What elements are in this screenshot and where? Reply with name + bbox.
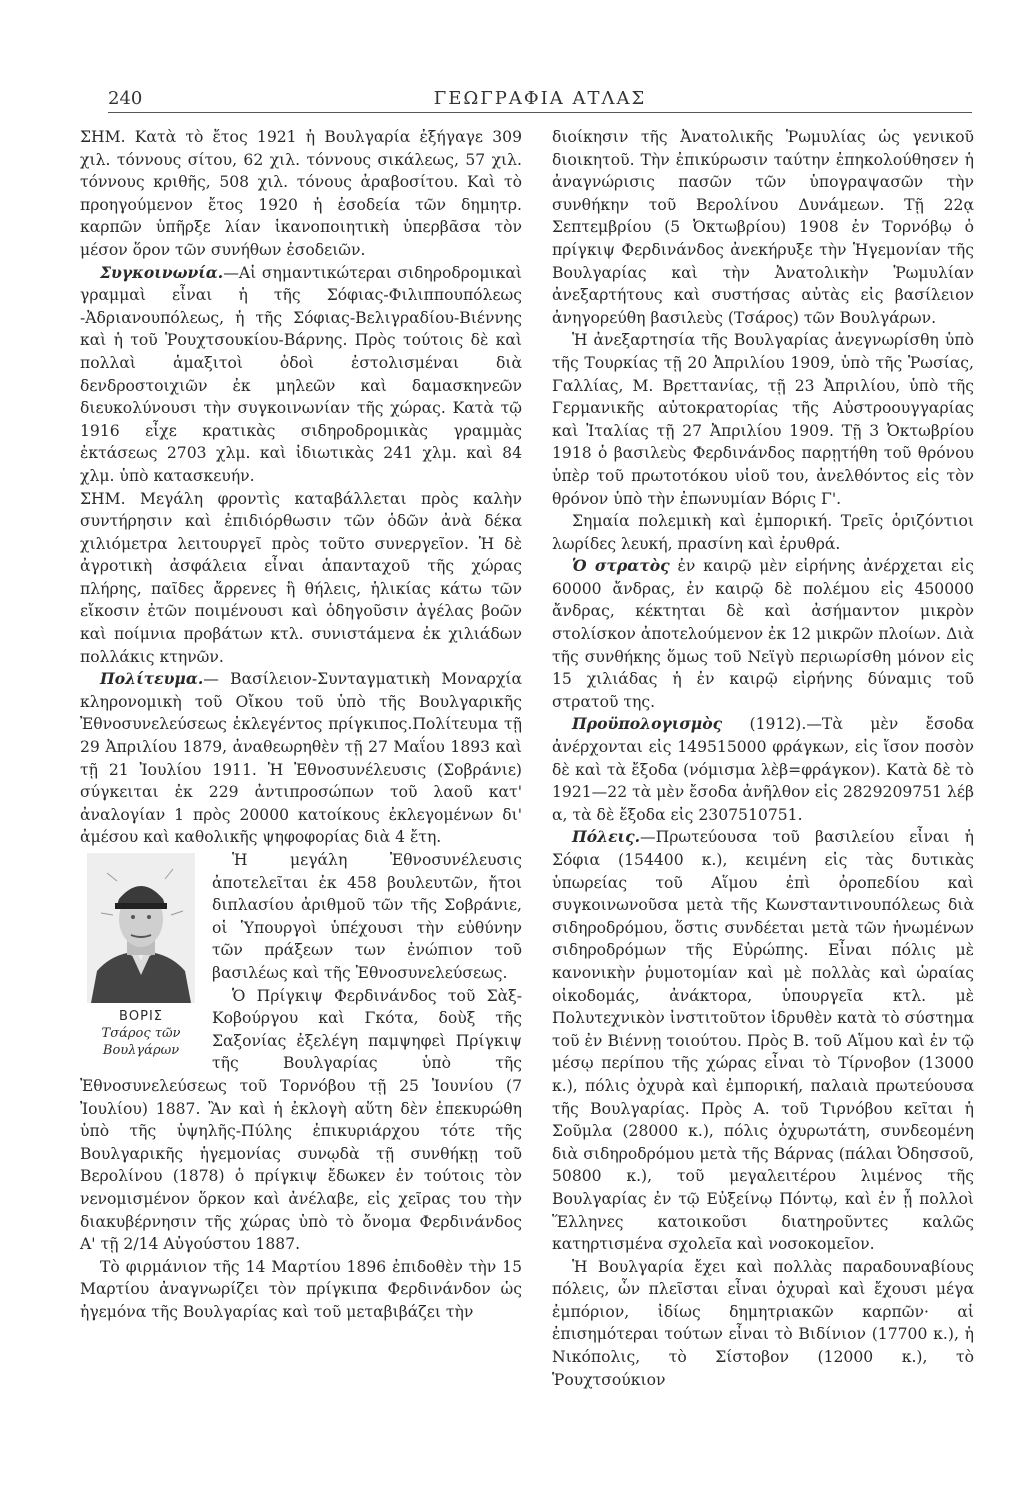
portrait-caption-name: ΒΟΡΙΣ (118, 1009, 164, 1024)
portrait-figure (80, 853, 202, 1059)
note-grain-exports: ΣΗΜ. Κατὰ τὸ ἔτος 1921 ἡ Βουλγαρία ἐξήγαγε 309 χιλ. τόννους σίτου, 62 χιλ. τόννους σικάλεως, 57 χιλ. τόννους κριθῆς, 508 χιλ. τόνους ἀραβοσίτου. Καὶ τὸ προηγούμενον ἔτος 1920 ἡ ἐσοδεία τῶν δημητρ. καρπῶν ὑπῆρξε λίαν ἱκανοποιητικὴ ὑπερβᾶσα τὸν μέσον ὅρον τῶν συνήθων ἐσοδειῶν. (80, 128, 522, 259)
section-heading-polity: Πολίτευμα. (100, 669, 204, 689)
paragraph-communication (80, 262, 522, 488)
section-heading-cities: Πόλεις. (572, 827, 641, 847)
running-title: ΓΕΩΓΡΑΦΙΑ ΑΤΛΑΣ (433, 88, 647, 109)
portrait-engraving (87, 853, 195, 1003)
portrait-caption-subtitle: Τσάρος τῶν Βουλγάρων (101, 1026, 181, 1058)
paragraph-communication-text: —Αἱ σημαντικώτεραι σιδηροδρομικαὶ γραμμαὶ εἶναι ἡ τῆς Σόφιας-Φιλιππουπόλεως -Ἀδριανουπόλεως, ἡ τῆς Σόφιας-Βελιγραδίου-Βιέννης καὶ ἡ τοῦ Ῥουχτσουκίου-Βάρνης. Πρὸς τούτοις δὲ καὶ πολλαὶ ἁμαξιτοὶ ὁδοὶ ἐστολισμέναι διὰ δενδροστοιχιῶν ἐκ μηλεῶν καὶ δαμασκηνεῶν διευκολύνουσι τὴν συγκοινωνίαν τῆς χώρας. Κατὰ τῷ 1916 εἶχε κρατικὰς σιδηροδρομικὰς γραμμὰς ἐκτάσεως 2703 χλμ. καὶ ἰδιωτικὰς 241 χλμ. καὶ 84 χλμ. ὑπὸ κατασκευήν. (80, 263, 522, 485)
paragraph-budget-text: (1912).—Τὰ μὲν ἔσοδα ἀνέρχονται εἰς 149515000 φράγκων, εἰς ἴσον ποσὸν δὲ καὶ τὰ ἔξοδα (νόμισμα λὲβ=φράγκον). Κατὰ δὲ τὸ 1921—22 τὰ μὲν ἔσοδα ἀνῆλθον εἰς 2829209751 λέβ α, τὰ δὲ ἔξοδα εἰς 2307510751. (552, 715, 974, 824)
section-heading-communication: Συγκοινωνία. (100, 262, 224, 282)
section-heading-budget: Προϋπολογισμὸς (572, 714, 723, 734)
paragraph-army-text: ἐν καιρῷ μὲν εἰρήνης ἀνέρχεται εἰς 60000 ἄνδρας, ἐν καιρῷ δὲ πολέμου εἰς 450000 ἄνδρας, κέκτηται δὲ καὶ ἀσήμαντον μικρὸν στολίσκον ἀποτελούμενον ἐκ 12 μικρῶν πλοίων. Διὰ τῆς συνθήκης ὅμως τοῦ Νεϊγὺ περιωρίσθη μόνον εἰς 15 χιλιάδας ἡ ἐν καιρῷ εἰρήνης δύναμις τοῦ στρατοῦ της. (552, 557, 974, 711)
paragraph-danube-cities: Ἡ Βουλγαρία ἔχει καὶ πολλὰς παραδουναβίους πόλεις, ὧν πλεῖσται εἶναι ὀχυραὶ καὶ ἔχουσι μέγα ἐμπόριον, ἰδίως δημητριακῶν καρπῶν· αἱ ἐπισημότεραι τούτων εἶναι τὸ Βιδίνιον (17700 κ.), ἡ Νικόπολις, τὸ Σίστοβον (12000 κ.), τὸ Ῥουχτσούκιον (552, 1257, 974, 1389)
paragraph-rumelia: διοίκησιν τῆς Ἀνατολικῆς Ῥωμυλίας ὡς γενικοῦ διοικητοῦ. Τὴν ἐπικύρωσιν ταύτην ἐπηκολούθησεν ἡ ἀναγνώρισις πασῶν τῶν ὑπογραψασῶν τὴν συνθήκην τοῦ Βερολίνου Δυνάμεων. Τῇ 22ᾳ Σεπτεμβρίου (5 Ὀκτωβρίου) 1908 ἐν Τορνόβῳ ὁ πρίγκιψ Φερδινάνδος ἀνεκήρυξε τὴν Ἡγεμονίαν τῆς Βουλγαρίας καὶ τὴν Ἀνατολικὴν Ῥωμυλίαν ἀνεξαρτήτους καὶ συστήσας αὐτὰς εἰς βασίλειον ἀνηγορεύθη βασιλεὺς (Τσάρος) τῶν Βουλγάρων. (552, 128, 974, 327)
paragraph-cities-text: —Πρωτεύουσα τοῦ βασιλείου εἶναι ἡ Σόφια (154400 κ.), κειμένη εἰς τὰς δυτικὰς ὑπωρείας τοῦ Αἵμου ἐπὶ ὀροπεδίου καὶ συγκοινωνοῦσα μετὰ τῆς Κωνσταντινουπόλεως διὰ σιδηροδρόμου, ὅστις συνδέεται μετὰ τῶν ἡνωμένων σιδηροδρόμων τῆς Εὐρώπης. Εἶναι πόλις μὲ κανονικὴν ῥυμοτομίαν καὶ μὲ πολλὰς καὶ ὡραίας οἰκοδομάς, ἀνάκτορα, ὑπουργεῖα κτλ. μὲ Πολυτεχνικὸν ἰνστιτοῦτον ἱδρυθὲν κατὰ τὸ σύστημα τοῦ ἐν Βιέννῃ τοιούτου. Πρὸς Β. τοῦ Αἵμου καὶ ἐν τῷ μέσῳ περίπου τῆς χώρας εἶναι τὸ Τίρνοβον (13000 κ.), πόλις ὀχυρὰ καὶ ἐμπορική, παλαιὰ πρωτεύουσα τῆς Βουλγαρίας. Πρὸς Α. τοῦ Τιρνόβου κεῖται ἡ Σοῦμλα (28000 κ.), πόλις ὀχυρωτάτη, συνδεομένη διὰ σιδηροδρόμου μετὰ τῆς Βάρνας (πάλαι Ὀδησσοῦ, 50800 κ.), τοῦ μεγαλειτέρου λιμένος τῆς Βουλγαρίας ἐν τῷ Εὐξείνῳ Πόντῳ, καὶ ἐν ᾗ πολλοὶ Ἕλληνες κατοικοῦσι διατηροῦντες καλῶς κατηρτισμένα σχολεῖα καὶ νοσοκομεῖον. (552, 828, 974, 1254)
page-number: 240 (108, 88, 143, 109)
paragraph-firman: Τὸ φιρμάνιον τῆς 14 Μαρτίου 1896 ἐπιδοθὲν τὴν 15 Μαρτίου ἀναγνωρίζει τὸν πρίγκιπα Φερδινάνδον ὡς ἡγεμόνα τῆς Βουλγαρίας καὶ τοῦ μεταβιβάζει τὴν (80, 1257, 522, 1321)
paragraph-independence: Ἡ ἀνεξαρτησία τῆς Βουλγαρίας ἀνεγνωρίσθη ὑπὸ τῆς Τουρκίας τῇ 20 Ἀπριλίου 1909, ὑπὸ τῆς Ῥωσίας, Γαλλίας, Μ. Βρεττανίας, τῇ 23 Ἀπριλίου, ὑπὸ τῆς Γερμανικῆς αὐτοκρατορίας τῆς Αὐστροουγγαρίας καὶ Ἰταλίας τῇ 27 Ἀπριλίου 1909. Τῇ 3 Ὀκτωβρίου 1918 ὁ βασιλεὺς Φερδινάνδος παρῃτήθη τοῦ θρόνου ὑπὲρ τοῦ πρωτοτόκου υἱοῦ του, ἀνελθόντος εἰς τὸν θρόνον ὑπὸ τὴν ἐπωνυμίαν Βόρις Γ'. (552, 331, 974, 508)
paragraph-flag: Σημαία πολεμικὴ καὶ ἐμπορική. Τρεῖς ὁριζόντιοι λωρίδες λευκή, πρασίνη καὶ ἐρυθρά. (552, 512, 974, 553)
paragraph-cities (552, 826, 974, 1255)
paragraph-budget (552, 713, 974, 826)
paragraph-army (552, 555, 974, 713)
right-column (552, 126, 974, 1391)
note-roads-security: ΣΗΜ. Μεγάλη φροντὶς καταβάλλεται πρὸς καλὴν συντήρησιν καὶ ἐπιδιόρθωσιν τῶν ὁδῶν ἀνὰ δέκα χιλιόμετρα λειτουργεῖ πρὸς τοῦτο συνεργεῖον. Ἡ δὲ ἀγροτικὴ ἀσφάλεια εἶναι ἁπανταχοῦ τῆς χώρας πλήρης, παῖδες ἄρρενες ἢ θήλεις, ἡλικίας κάτω τῶν εἴκοσιν ἐτῶν ποιμένουσι καὶ ὁδηγοῦσιν ἀγέλας βοῶν καὶ ποίμνια προβάτων κτλ. συνιστάμενα ἐκ χιλιάδων πολλάκις κτηνῶν. (80, 489, 522, 666)
left-column (80, 126, 522, 1323)
paragraph-ferdinand-election: Ὁ Πρίγκιψ Φερδινάνδος τοῦ Σὰξ-Κοβούργου καὶ Γκότα, δοὺξ τῆς Σαξονίας ἐξελέγη παμψηφεὶ Πρίγκιψ τῆς Βουλγαρίας ὑπὸ τῆς Ἐθνοσυνελεύσεως τοῦ Τορνόβου τῇ 25 Ἰουνίου (7 Ἰουλίου) 1887. Ἂν καὶ ἡ ἐκλογὴ αὕτη δὲν ἐπεκυρώθη ὑπὸ τῆς ὑψηλῆς-Πύλης ἐπικυριάρχου τότε τῆς Βουλγαρικῆς ἡγεμονίας συνῳδὰ τῇ συνθήκῃ τοῦ Βερολίνου (1878) ὁ πρίγκιψ ἔδωκεν ἐν τούτοις τὸν νενομισμένον ὅρκον καὶ ἀνέλαβε, εἰς χεῖρας του τὴν διακυβέρνησιν τῆς χώρας ὑπὸ τὸ ὄνομα Φερδινάνδος Α' τῇ 2/14 Αὐγούστου 1887. (80, 986, 522, 1254)
paragraph-polity (80, 668, 522, 849)
portrait-image (87, 853, 195, 1003)
section-heading-army: Ὁ στρατὸς (572, 556, 670, 576)
page-header (108, 86, 972, 113)
paragraph-polity-text: — Βασίλειον-Συνταγματικὴ Μοναρχία κληρονομικὴ τοῦ Οἴκου τοῦ ὑπὸ τῆς Βουλγαρικῆς Ἐθνοσυνελεύσεως ἐκλεγέντος πρίγκιπος.Πολίτευμα τῇ 29 Ἀπριλίου 1879, ἀναθεωρηθὲν τῇ 27 Μαΐου 1893 καὶ τῇ 21 Ἰουλίου 1911. Ἡ Ἐθνοσυνέλευσις (Σοβράνιε) σύγκειται ἐκ 229 ἀντιπροσώπων τοῦ λαοῦ κατ' ἀναλογίαν 1 πρὸς 20000 κατοίκους ἐκλεγομένων δι' ἀμέσου καὶ καθολικῆς ψηφοφορίας διὰ 4 ἔτη. (80, 670, 522, 847)
paragraph-great-assembly: Ἡ μεγάλη Ἐθνοσυνέλευσις ἀποτελεῖται ἐκ 458 βουλευτῶν, ἤτοι διπλασίου ἀριθμοῦ τῶν τῆς Σοβράνιε, οἱ Ὑπουργοὶ ὑπέχουσι τὴν εὐθύνην τῶν πράξεων των ἐνώπιον τοῦ βασιλέως καὶ τῆς Ἐθνοσυνελεύσεως. (212, 851, 522, 982)
